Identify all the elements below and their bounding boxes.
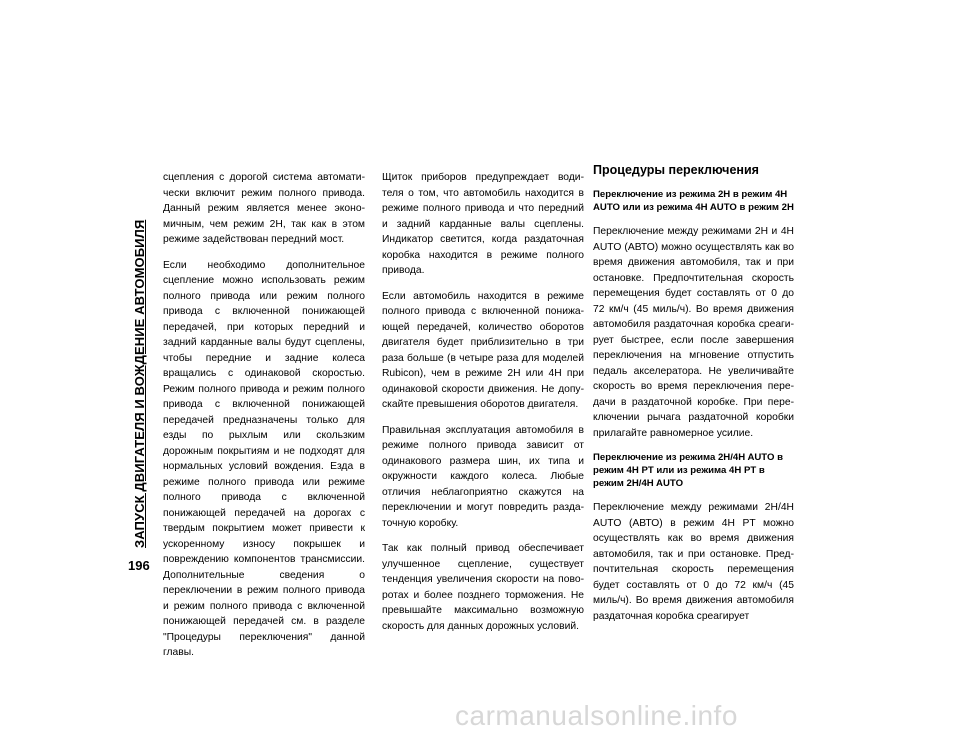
text-column-1 [163,170,365,671]
subsection-heading: Переключение из режима 2H/4H AUTO в режим 4H PT или из режима 4H PT в режим 2H/4H AUTO [593,452,784,489]
chapter-side-title-text: ЗАПУСК ДВИГАТЕЛЯ И ВОЖДЕНИЕ АВТОМОБИЛЯ [132,219,147,548]
watermark-link[interactable]: carmanualsonline.info [455,700,738,731]
text-column-2 [382,170,584,644]
text-column-3 [593,162,794,634]
paragraph: Переключение между режимами 2H и 4H AUTO (АВТО) можно осуществлять как во время движения автомобиля, так и при остановке. Предпочтительная скорость перемещения будет составлять от 0 до 72 км/ч (45 миль/ч). Во время движения автомобиля раздаточная коробка среагирует быстрее, если после завершения переключения на мгновение отпустить педаль акселератора. Не увеличивайте скорость во время переключения передачи в раздаточной коробке. При переключении рычага раздаточной коробки прилагайте равномерное усилие. [593,226,794,439]
paragraph: Если автомобиль находится в режиме полного привода с включенной понижающей передачей, количество оборотов двигателя будет приблизительно в три раза больше (в четыре раза для моделей Rubicon), чем в режиме 2H или 4H при одинаковой скорости движения. Не допускайте превышения оборотов двигателя. [382,290,584,410]
subsection-heading: Переключение из режима 2H в режим 4H AUTO или из режима 4H AUTO в режим 2H [593,189,794,213]
paragraph: Переключение между режимами 2H/4H AUTO (АВТО) в режим 4H PT можно осуществлять как во время движения автомобиля, так и при остановке. Предпочтительная скорость перемещения будет составлять от 0 до 72 км/ч (45 миль/ч). Во время движения автомобиля раздаточная коробка среагирует [593,502,794,622]
section-heading: Процедуры переключения [593,163,759,177]
paragraph: Так как полный привод обеспечивает улучшенное сцепление, существует тенденция увеличения скорости на поворотах и более позднего торможения. Не превышайте максимально возможную скорость для данных дорожных условий. [382,543,584,632]
paragraph: сцепления с дорогой система автоматически включит режим полного привода. Данный режим является менее экономичным, чем режим 2H, так как в этом режиме задействован передний мост. [163,172,365,245]
page-number: 196 [128,558,150,573]
chapter-side-title [128,160,152,548]
paragraph: Если необходимо дополнительное сцепление можно использовать режим полного привода или режим полного привода с включенной понижающей передачей, при которых передний и задний карданные валы будут сцеплены, чтобы передние и задние колеса вращались с одинаковой скоростью. Режим полного привода и режим полного привода с включенной понижающей передачей предназначены только для езды по рыхлым или скользким дорожным покрытиям и не подходят для нормальных условий вождения. Езда в режиме полного привода или режиме полного привода с включенной понижающей передачей на дорогах с твердым покрытием может привести к ускоренному износу покрышек и повреждению компонентов трансмиссии. Дополнительные сведения о переключении в режим полного привода и режим полного привода с включенной понижающей передачей см. в разделе "Процедуры переключения" данной главы. [163,259,365,658]
paragraph: Правильная эксплуатация автомобиля в режиме полного привода зависит от одинакового размера шин, их типа и окружности каждого колеса. Любые отличия неблагоприятно скажутся на переключении и могут повредить раздаточную коробку. [382,424,584,529]
paragraph: Щиток приборов предупреждает водителя о том, что автомобиль находится в режиме полного привода и что передний и задний карданные валы сцеплены. Индикатор светится, когда раздаточная коробка находится в режиме полного привода. [382,172,584,276]
